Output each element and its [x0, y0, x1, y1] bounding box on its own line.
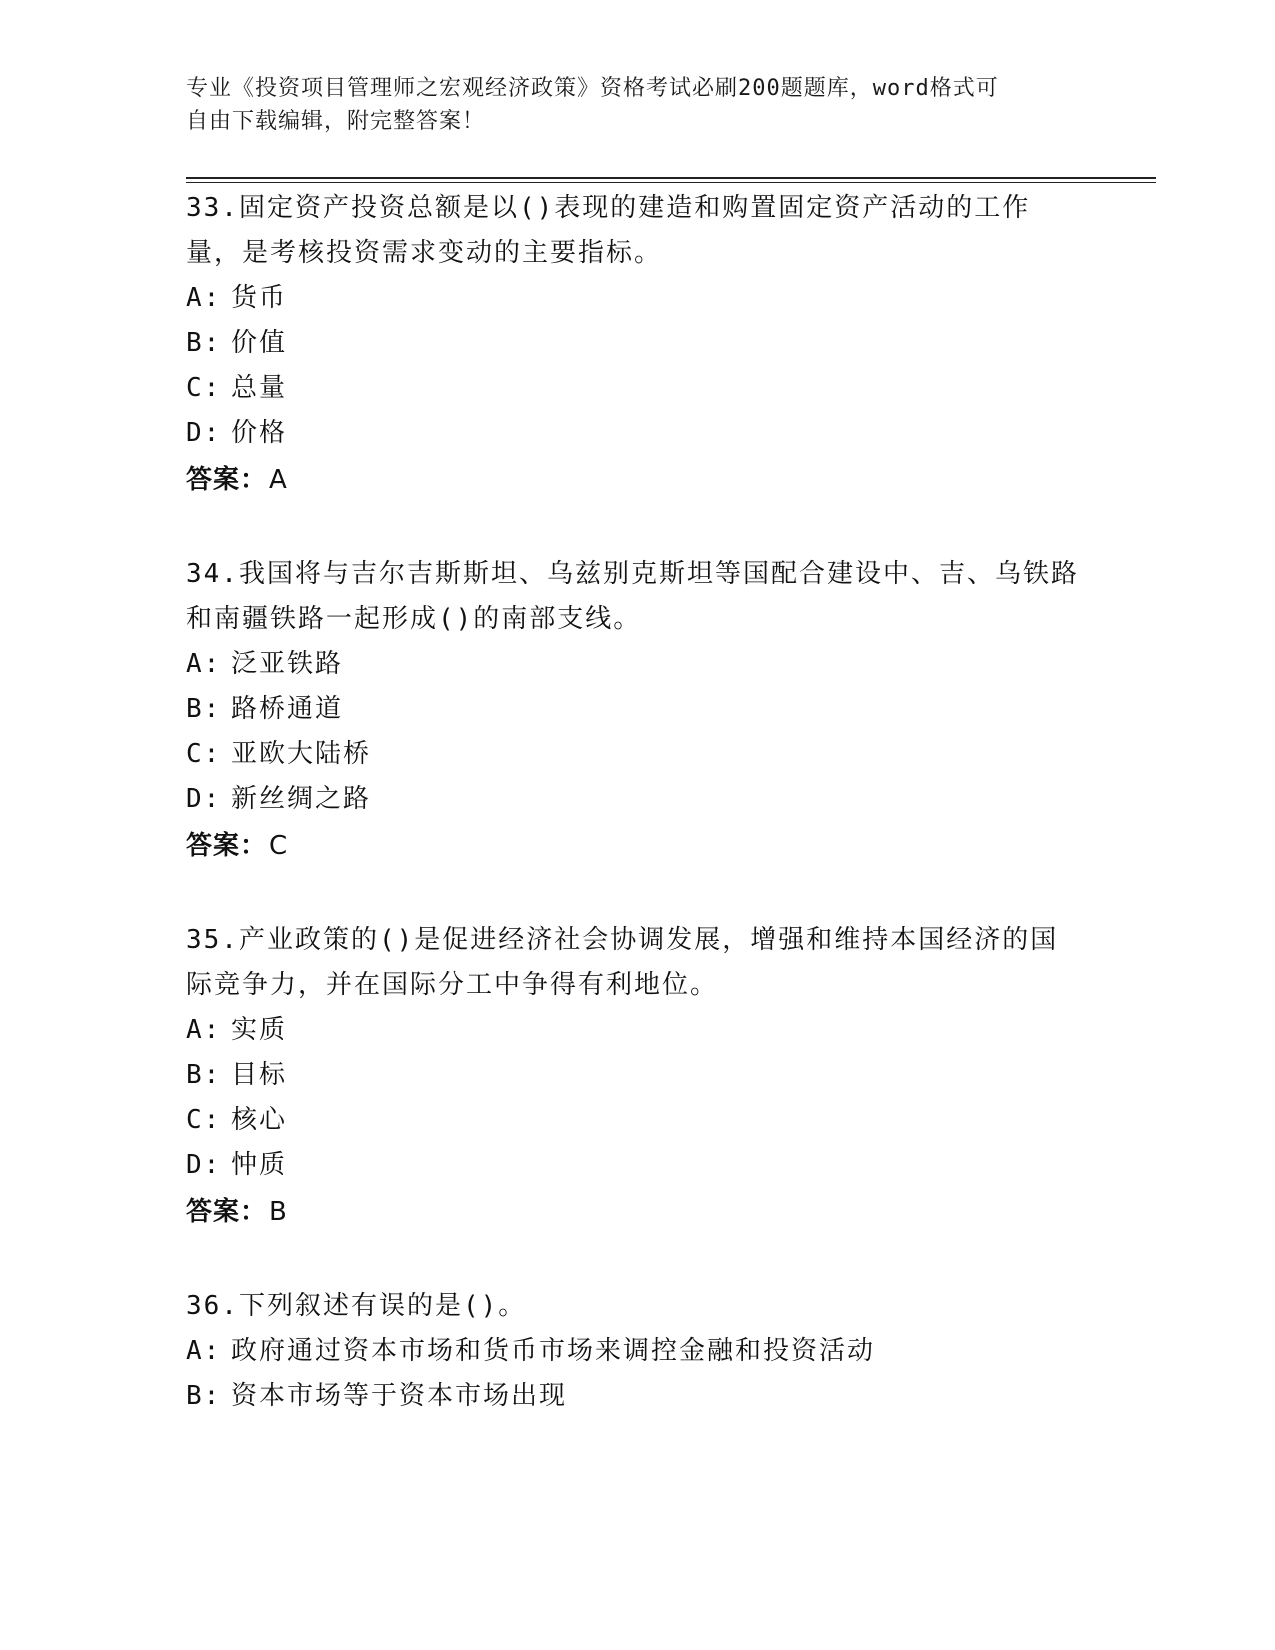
header-line-2: 自由下载编辑，附完整答案！ [186, 109, 486, 134]
option-text: 路桥通道 [231, 694, 344, 724]
option-d [186, 1143, 1106, 1188]
option-letter: A: [186, 1336, 222, 1366]
option-letter: A: [186, 1015, 222, 1045]
answer-label: 答案： [186, 831, 268, 861]
option-text: 忡质 [231, 1150, 288, 1180]
option-text: 核心 [231, 1105, 288, 1135]
answer-line [186, 456, 1106, 504]
option-letter: A: [186, 283, 222, 313]
option-text: 新丝绸之路 [231, 784, 372, 814]
option-a [186, 1329, 1106, 1374]
option-letter: A: [186, 649, 222, 679]
option-b [186, 321, 1106, 366]
option-c [186, 1098, 1106, 1143]
question-35 [186, 918, 1106, 1236]
option-b [186, 687, 1106, 732]
option-letter: C: [186, 739, 222, 769]
option-text: 资本市场等于资本市场出现 [231, 1381, 568, 1411]
option-text: 价值 [231, 328, 288, 358]
answer-value: B [269, 1197, 288, 1227]
option-letter: D: [186, 418, 222, 448]
option-letter: B: [186, 1381, 222, 1411]
option-c [186, 366, 1106, 411]
answer-label: 答案： [186, 1197, 268, 1227]
question-text: 33.固定资产投资总额是以()表现的建造和购置固定资产活动的工作量，是考核投资需求变动的主要指标。 [186, 193, 1031, 268]
answer-line [186, 822, 1106, 870]
option-text: 总量 [231, 373, 288, 403]
option-letter: B: [186, 694, 222, 724]
question-text: 36.下列叙述有误的是()。 [186, 1291, 527, 1321]
option-letter: B: [186, 1060, 222, 1090]
question-text: 35.产业政策的()是促进经济社会协调发展，增强和维持本国经济的国际竞争力，并在国际分工中争得有利地位。 [186, 925, 1059, 1000]
option-d [186, 777, 1106, 822]
option-c [186, 732, 1106, 777]
question-text: 34.我国将与吉尔吉斯斯坦、乌兹别克斯坦等国配合建设中、吉、乌铁路和南疆铁路一起形成()的南部支线。 [186, 559, 1079, 634]
option-b [186, 1053, 1106, 1098]
option-letter: C: [186, 1105, 222, 1135]
option-text: 价格 [231, 418, 288, 448]
option-a [186, 642, 1106, 687]
option-text: 目标 [231, 1060, 288, 1090]
answer-value: C [269, 831, 289, 861]
option-text: 实质 [231, 1015, 288, 1045]
option-a [186, 276, 1106, 321]
document-header [186, 72, 1066, 138]
answer-value: A [269, 465, 288, 495]
option-a [186, 1008, 1106, 1053]
header-line-1: 专业《投资项目管理师之宏观经济政策》资格考试必刷200题题库，word格式可 [186, 76, 999, 101]
option-letter: C: [186, 373, 222, 403]
question-34 [186, 552, 1106, 870]
option-letter: D: [186, 1150, 222, 1180]
question-33 [186, 186, 1106, 504]
option-letter: B: [186, 328, 222, 358]
option-text: 泛亚铁路 [231, 649, 344, 679]
option-text: 货币 [231, 283, 288, 313]
header-divider [186, 177, 1156, 183]
option-b [186, 1374, 1106, 1419]
option-letter: D: [186, 784, 222, 814]
question-list [186, 186, 1106, 1467]
option-text: 亚欧大陆桥 [231, 739, 372, 769]
question-36 [186, 1284, 1106, 1419]
option-text: 政府通过资本市场和货币市场来调控金融和投资活动 [231, 1336, 876, 1366]
answer-label: 答案： [186, 465, 268, 495]
answer-line [186, 1188, 1106, 1236]
option-d [186, 411, 1106, 456]
